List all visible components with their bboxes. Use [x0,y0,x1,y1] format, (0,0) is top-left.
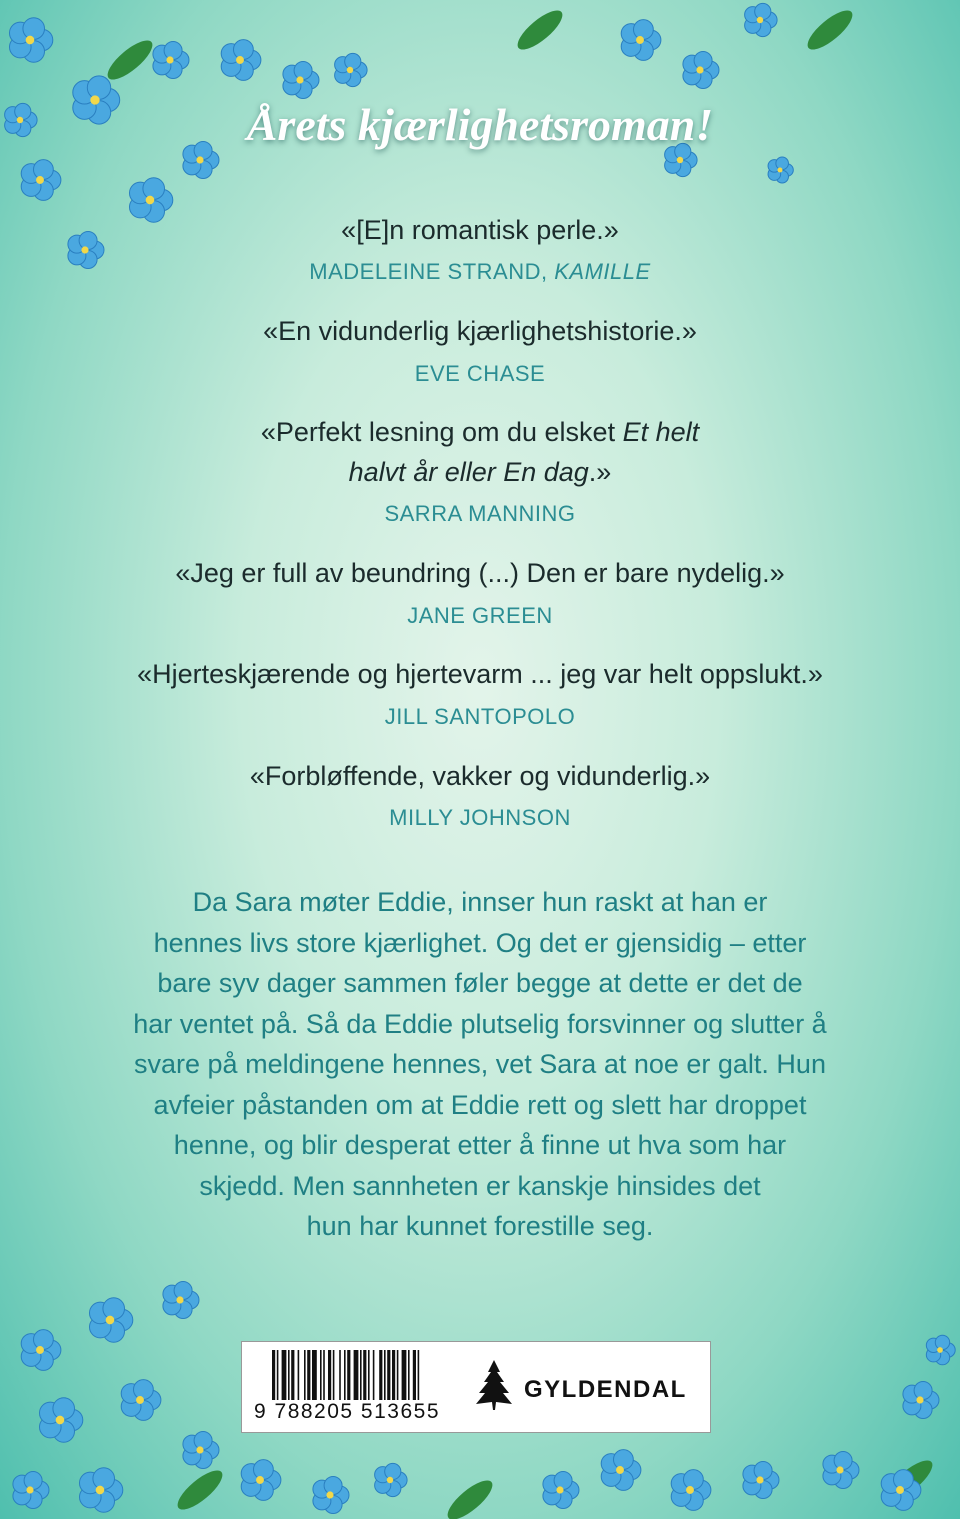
flower-icon [9,18,52,62]
tree-logo-icon [474,1360,514,1410]
flower-icon [89,1298,132,1342]
flower-icon [283,61,319,98]
flower-icon [621,20,661,61]
quote-1-author: MADELEINE STRAND, KAMILLE [309,259,651,284]
flower-icon [743,1461,779,1498]
flower-icon [39,1398,82,1442]
flower-icon [768,157,793,183]
blurb-line: svare på meldingene hennes, vet Sara at noe er galt. Hun [134,1049,826,1079]
flower-icon [13,1471,49,1508]
flower-icon [926,1335,955,1365]
flower-icon [543,1471,579,1508]
quote-5: «Hjerteskjærende og hjertevarm ... jeg var helt oppslukt.» [137,659,823,689]
blurb-line: bare syv dager sammen føler begge at dette er det de [157,968,803,998]
flower-icon [601,1450,641,1491]
leaf-icon [172,1464,228,1515]
quote-2-author: EVE CHASE [414,361,546,386]
blurb-line: Da Sara møter Eddie, innser hun raskt at han er [192,887,768,917]
quote-6: «Forbløffende, vakker og vidunderlig.» [249,761,711,791]
flower-icon [21,1330,61,1371]
blurb-line: hennes livs store kjærlighet. Og det er gjensidig – etter [153,927,807,958]
quote-3: «Perfekt lesning om du elsket Et helt halvt år eller En dag.» [260,417,700,487]
flower-icon [683,51,719,88]
quote-6-author: MILLY JOHNSON [389,805,571,830]
blurb-line: hun har kunnet forestille seg. [306,1211,654,1241]
flower-icon [221,40,261,81]
quote-1: «[E]n romantisk perle.» [341,215,619,245]
barcode-label [241,1341,711,1433]
flower-icon [21,160,61,201]
leaf-icon [802,4,858,55]
leaf-icon [442,1474,498,1519]
headline: Årets kjærlighetsroman! [246,99,714,150]
quote-5-author: JILL SANTOPOLO [384,704,576,729]
quote-4: «Jeg er full av beundring (...) Den er bare nydelig.» [175,558,785,588]
flower-icon [183,1431,219,1468]
flower-icon [745,3,777,36]
flower-icon [313,1476,349,1513]
flower-icon [671,1470,711,1511]
flower-icon [903,1381,939,1418]
flower-icon [121,1380,161,1421]
publisher-logo: GYLDENDAL [524,1376,687,1403]
isbn: 9 788205 513655 [254,1400,440,1423]
blurb-line: avfeier påstanden om at Eddie rett og slett har droppet [153,1089,807,1120]
quote-1-source: KAMILLE [554,259,651,284]
flower-icon [375,1463,407,1496]
quote-3-author: SARRA MANNING [384,501,576,526]
quote-4-author: JANE GREEN [407,603,553,628]
flower-icon [79,1468,122,1512]
blurb-line: skjedd. Men sannheten er kanskje hinsides det [199,1170,761,1201]
leaf-icon [102,34,158,85]
flower-icon [163,1281,199,1318]
quote-2: «En vidunderlig kjærlighetshistorie.» [263,316,697,346]
flower-icon [335,53,367,86]
flower-icon [241,1460,281,1501]
blurb [80,882,880,1247]
flower-icon [153,41,189,78]
blurb-line: henne, og blir desperat etter å finne ut hva som har [173,1130,787,1160]
blurb-line: har ventet på. Så da Eddie plutselig forsvinner og slutter å [133,1008,827,1039]
flower-icon [823,1451,859,1488]
leaf-icon [512,4,568,55]
